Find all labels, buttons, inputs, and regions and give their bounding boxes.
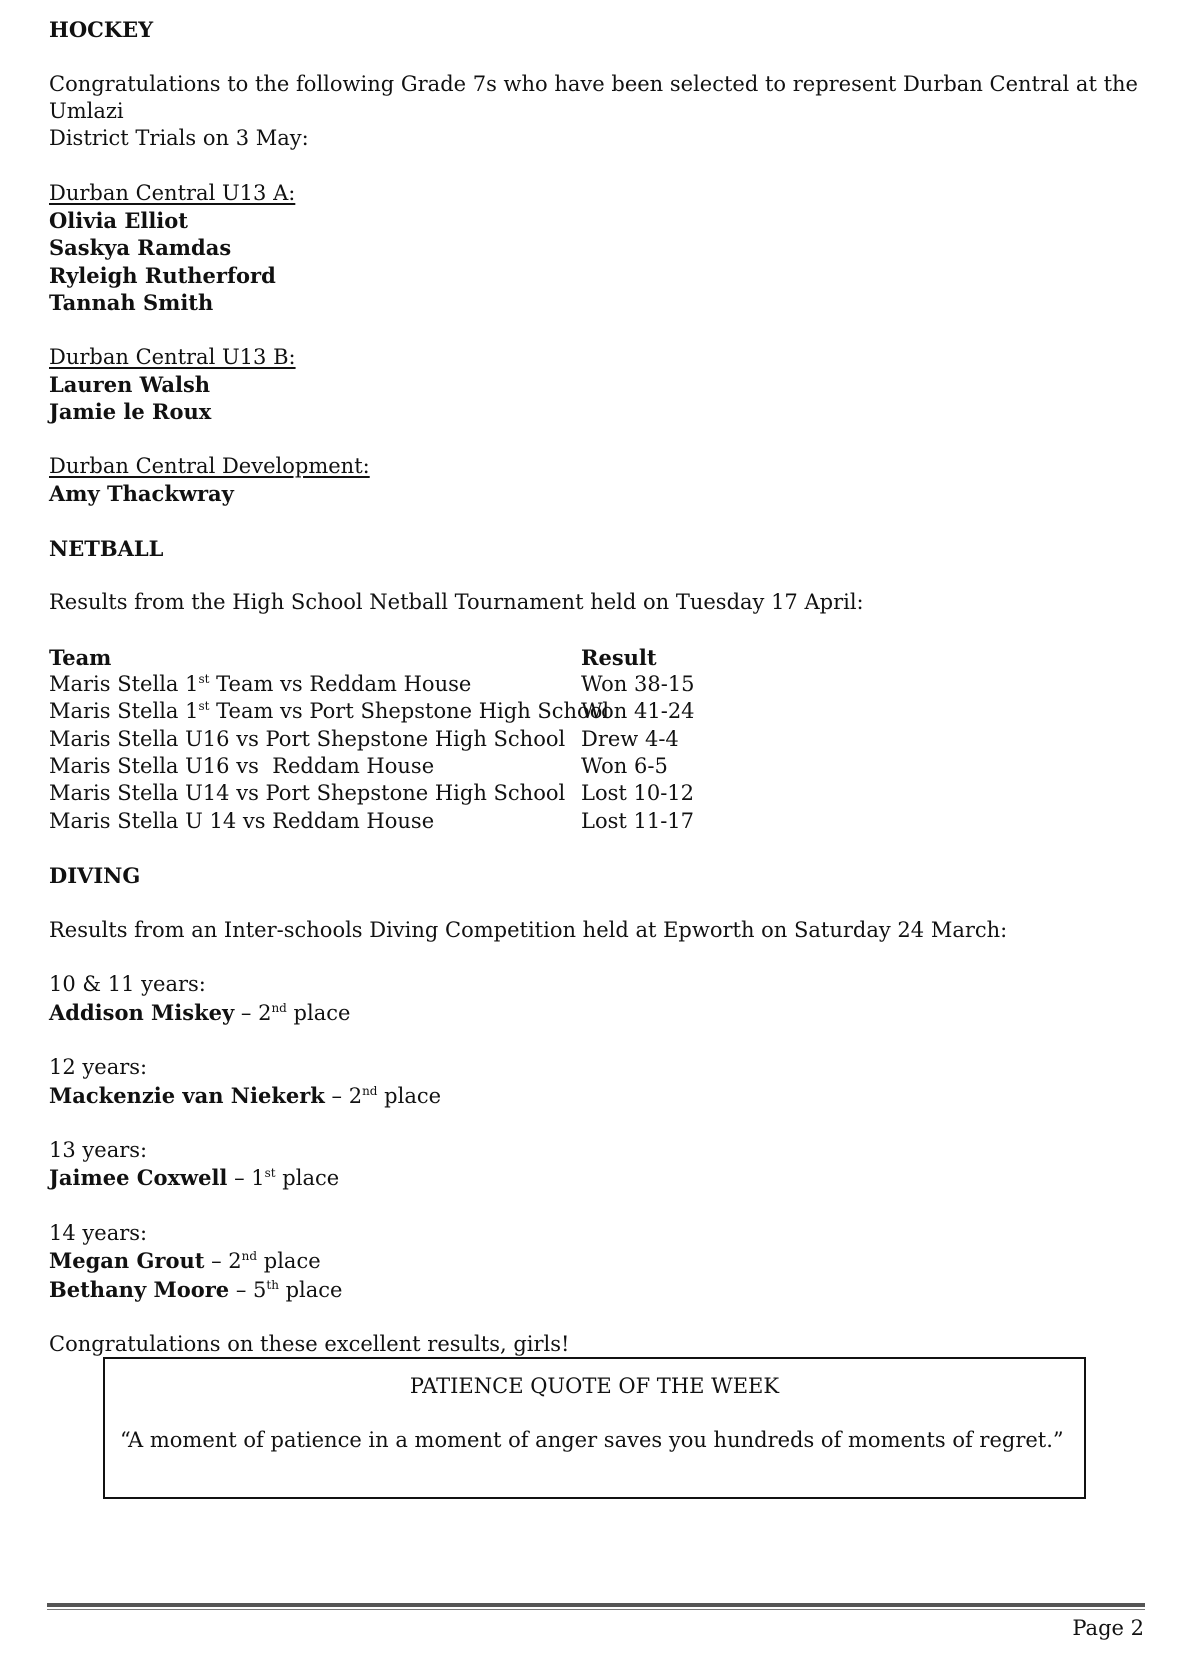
netball-heading: NETBALL [49, 535, 164, 561]
diving-heading: DIVING [49, 863, 141, 889]
table-row [49, 726, 1149, 753]
footer-rule-thick [47, 1603, 1145, 1607]
page-number: Page 2 [1072, 1616, 1144, 1640]
result-cell: Lost 10-12 [581, 781, 695, 806]
table-row [49, 780, 1149, 807]
table-row [49, 808, 1149, 835]
team-cell: Maris Stella 1st Team vs Reddam House [49, 672, 472, 697]
age-group-label: 14 years: [49, 1221, 148, 1246]
hockey-group-title: Durban Central Development: [49, 453, 370, 478]
hockey-intro-line2: District Trials on 3 May: [49, 126, 309, 151]
quote-box [103, 1357, 1086, 1499]
diver-result: Bethany Moore – 5th place [49, 1276, 343, 1302]
player-name: Jamie le Roux [49, 399, 212, 425]
age-group-label: 13 years: [49, 1138, 148, 1163]
diver-result: Jaimee Coxwell – 1st place [49, 1165, 340, 1191]
netball-intro: Results from the High School Netball Tournament held on Tuesday 17 April: [49, 590, 864, 615]
newsletter-page [49, 16, 1149, 1359]
team-cell: Maris Stella 1st Team vs Port Shepstone High School [49, 699, 610, 724]
player-name: Tannah Smith [49, 289, 214, 315]
diver-result: Mackenzie van Niekerk – 2nd place [49, 1082, 442, 1108]
player-name: Saskya Ramdas [49, 235, 232, 261]
player-name: Lauren Walsh [49, 371, 211, 397]
hockey-heading: HOCKEY [49, 17, 154, 42]
result-cell: Drew 4-4 [581, 726, 679, 751]
diving-intro: Results from an Inter-schools Diving Competition held at Epworth on Saturday 24 March: [49, 917, 1008, 942]
result-cell: Won 6-5 [581, 754, 668, 779]
result-cell: Lost 11-17 [581, 808, 695, 833]
quote-text: “A moment of patience in a moment of anger saves you hundreds of moments of regret.” [120, 1428, 1064, 1452]
player-name: Ryleigh Rutherford [49, 262, 276, 288]
diver-result: Addison Miskey – 2nd place [49, 999, 351, 1025]
hockey-group-title: Durban Central U13 B: [49, 344, 296, 369]
player-name: Amy Thackwray [49, 481, 234, 507]
table-row [49, 671, 1149, 698]
hockey-group-title: Durban Central U13 A: [49, 180, 296, 205]
age-group-label: 12 years: [49, 1055, 148, 1080]
diving-closing: Congratulations on these excellent results, girls! [49, 1332, 570, 1357]
quote-title: PATIENCE QUOTE OF THE WEEK [409, 1374, 780, 1398]
results-table-header [49, 644, 1149, 671]
team-cell: Maris Stella U16 vs Port Shepstone High School [49, 726, 566, 751]
player-name: Olivia Elliot [49, 208, 188, 234]
table-row [49, 753, 1149, 780]
diver-result: Megan Grout – 2nd place [49, 1248, 321, 1274]
age-group-label: 10 & 11 years: [49, 972, 206, 997]
team-cell: Maris Stella U 14 vs Reddam House [49, 808, 435, 833]
footer-rule-thin [47, 1609, 1145, 1610]
team-column-header: Team [49, 644, 112, 670]
team-cell: Maris Stella U16 vs Reddam House [49, 754, 435, 779]
result-column-header: Result [581, 644, 657, 670]
result-cell: Won 41-24 [581, 699, 695, 724]
team-cell: Maris Stella U14 vs Port Shepstone High School [49, 781, 566, 806]
table-row [49, 698, 1149, 725]
result-cell: Won 38-15 [581, 672, 695, 697]
hockey-intro: Congratulations to the following Grade 7s who have been selected to represent Durban Central at the Umlazi [49, 71, 1138, 123]
